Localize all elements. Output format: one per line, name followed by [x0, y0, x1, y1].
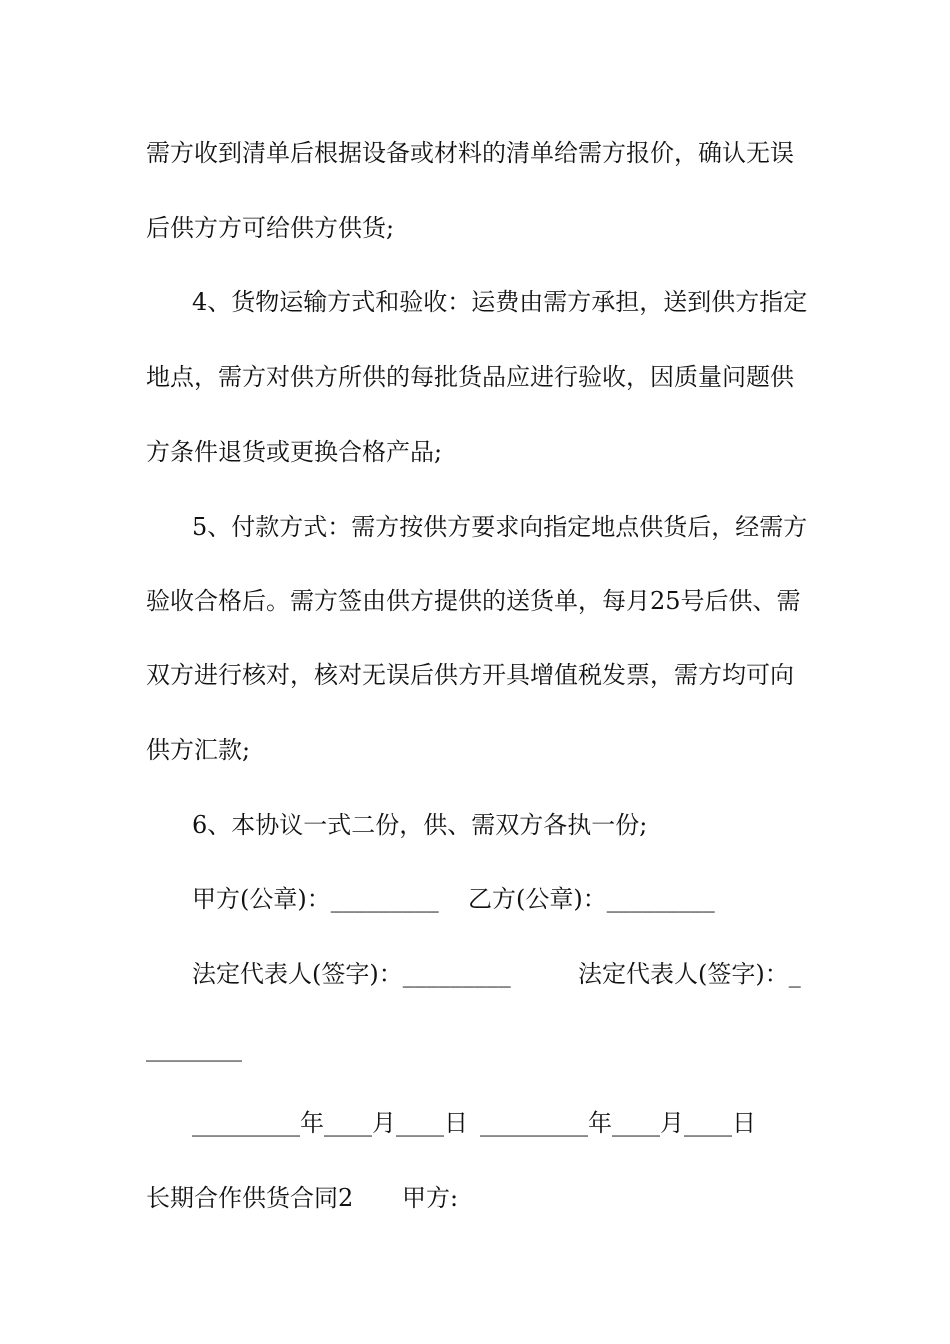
date-a-field: _________年____月____日 [192, 1109, 468, 1137]
party-a-seal-field: 甲方(公章)：_________ [192, 885, 439, 913]
date-b-field: _________年____月____日 [480, 1109, 756, 1137]
rep-a-signature-field: 法定代表人(签字)：_________ [192, 960, 511, 988]
paragraph-line: 需方收到清单后根据设备或材料的清单给需方报价，确认无误 [146, 139, 794, 167]
paragraph-line: 后供方方可给供方供货; [146, 214, 395, 242]
rep-b-signature-continuation: ________ [146, 1034, 242, 1062]
next-contract-title: 长期合作供货合同2 [146, 1184, 354, 1212]
clause-5-line: 5、付款方式：需方按供方要求向指定地点供货后，经需方 [192, 513, 808, 541]
paragraph-line: 双方进行核对，核对无误后供方开具增值税发票，需方均可向 [146, 661, 794, 689]
clause-6-line: 6、本协议一式二份，供、需双方各执一份; [192, 811, 648, 839]
paragraph-line: 方条件退货或更换合格产品; [146, 438, 443, 466]
paragraph-line: 供方汇款; [146, 736, 251, 764]
paragraph-line: 地点，需方对供方所供的每批货品应进行验收，因质量问题供 [146, 363, 794, 391]
next-contract-party: 甲方: [402, 1184, 459, 1212]
paragraph-line: 验收合格后。需方签由供方提供的送货单，每月25号后供、需 [146, 587, 801, 615]
clause-4-line: 4、货物运输方式和验收：运费由需方承担，送到供方指定 [192, 288, 808, 316]
party-b-seal-field: 乙方(公章)：_________ [468, 885, 715, 913]
rep-b-signature-field: 法定代表人(签字)：_ [578, 960, 801, 988]
